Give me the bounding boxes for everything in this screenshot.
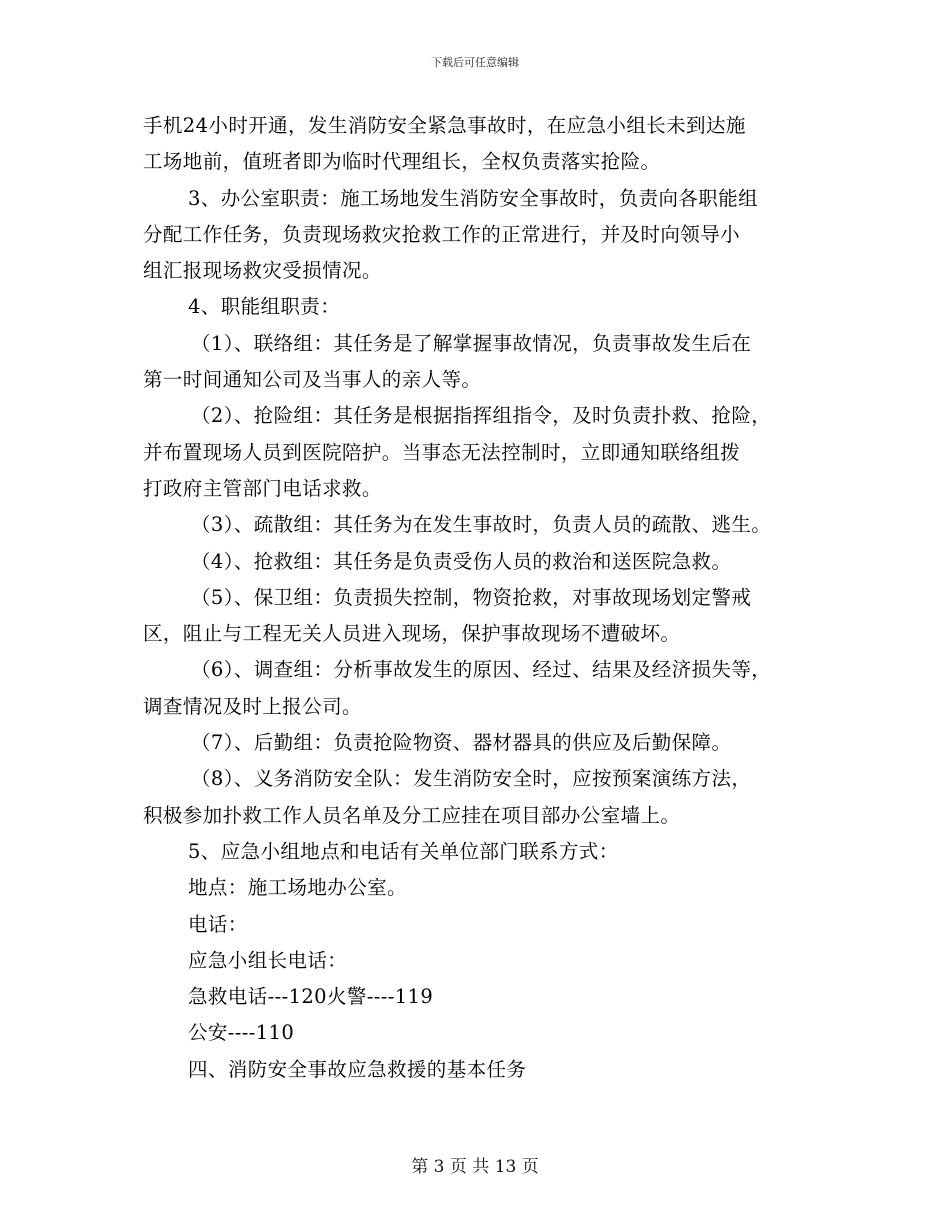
body-line: （1）、联络组：其任务是了解掌握事故情况，负责事故发生后在	[191, 331, 752, 355]
body-line: 组汇报现场救灾受损情况。	[143, 259, 382, 283]
body-line: 工场地前，值班者即为临时代理组长，全权负责落实抢险。	[143, 150, 661, 174]
body-line: 地点：施工场地办公室。	[188, 876, 407, 900]
body-line: 分配工作任务，负责现场救灾抢救工作的正常进行，并及时向领导小	[143, 222, 741, 246]
body-line: （6）、调查组：分析事故发生的原因、经过、结果及经济损失等，	[191, 658, 772, 682]
body-line: （5）、保卫组：负责损失控制，物资抢救，对事故现场划定警戒	[191, 585, 752, 609]
body-line: 4、职能组职责：	[188, 295, 341, 319]
body-line: 第一时间通知公司及当事人的亲人等。	[143, 368, 482, 392]
document-body	[143, 108, 833, 1088]
body-line: 公安----110	[188, 1021, 295, 1045]
body-line: 积极参加扑救工作人员名单及分工应挂在项目部办公室墙上。	[143, 803, 681, 827]
body-line: 急救电话---120火警----119	[188, 985, 434, 1009]
body-line: 调查情况及时上报公司。	[143, 694, 362, 718]
section-heading: 四、消防安全事故应急救援的基本任务	[188, 1057, 527, 1081]
body-line: 5、应急小组地点和电话有关单位部门联系方式：	[188, 839, 619, 863]
body-line: （7）、后勤组：负责抢险物资、器材器具的供应及后勤保障。	[191, 731, 732, 755]
body-line: （2）、抢险组：其任务是根据指挥组指令，及时负责扑救、抢险，	[191, 404, 772, 428]
page-number-footer: 第 3 页 共 13 页	[411, 1157, 539, 1177]
body-line: 手机24小时开通，发生消防安全紧急事故时，在应急小组长未到达施	[143, 114, 746, 137]
body-line: 区，阻止与工程无关人员进入现场，保护事故现场不遭破坏。	[143, 622, 681, 646]
body-line: 打政府主管部门电话求救。	[143, 476, 382, 500]
body-line: （3）、疏散组：其任务为在发生事故时，负责人员的疏散、逃生。	[191, 513, 772, 537]
body-line: （4）、抢救组：其任务是负责受伤人员的救治和送医院急救。	[191, 549, 732, 573]
body-line: 应急小组长电话：	[188, 948, 348, 972]
body-line: （8）、义务消防安全队：发生消防安全时，应按预案演练方法，	[191, 767, 752, 791]
body-line: 电话：	[188, 912, 248, 936]
page-header: 下载后可任意编辑	[431, 56, 519, 69]
body-line: 3、办公室职责：施工场地发生消防安全事故时，负责向各职能组	[188, 186, 759, 210]
body-line: 并布置现场人员到医院陪护。当事态无法控制时，立即通知联络组拨	[143, 440, 741, 464]
